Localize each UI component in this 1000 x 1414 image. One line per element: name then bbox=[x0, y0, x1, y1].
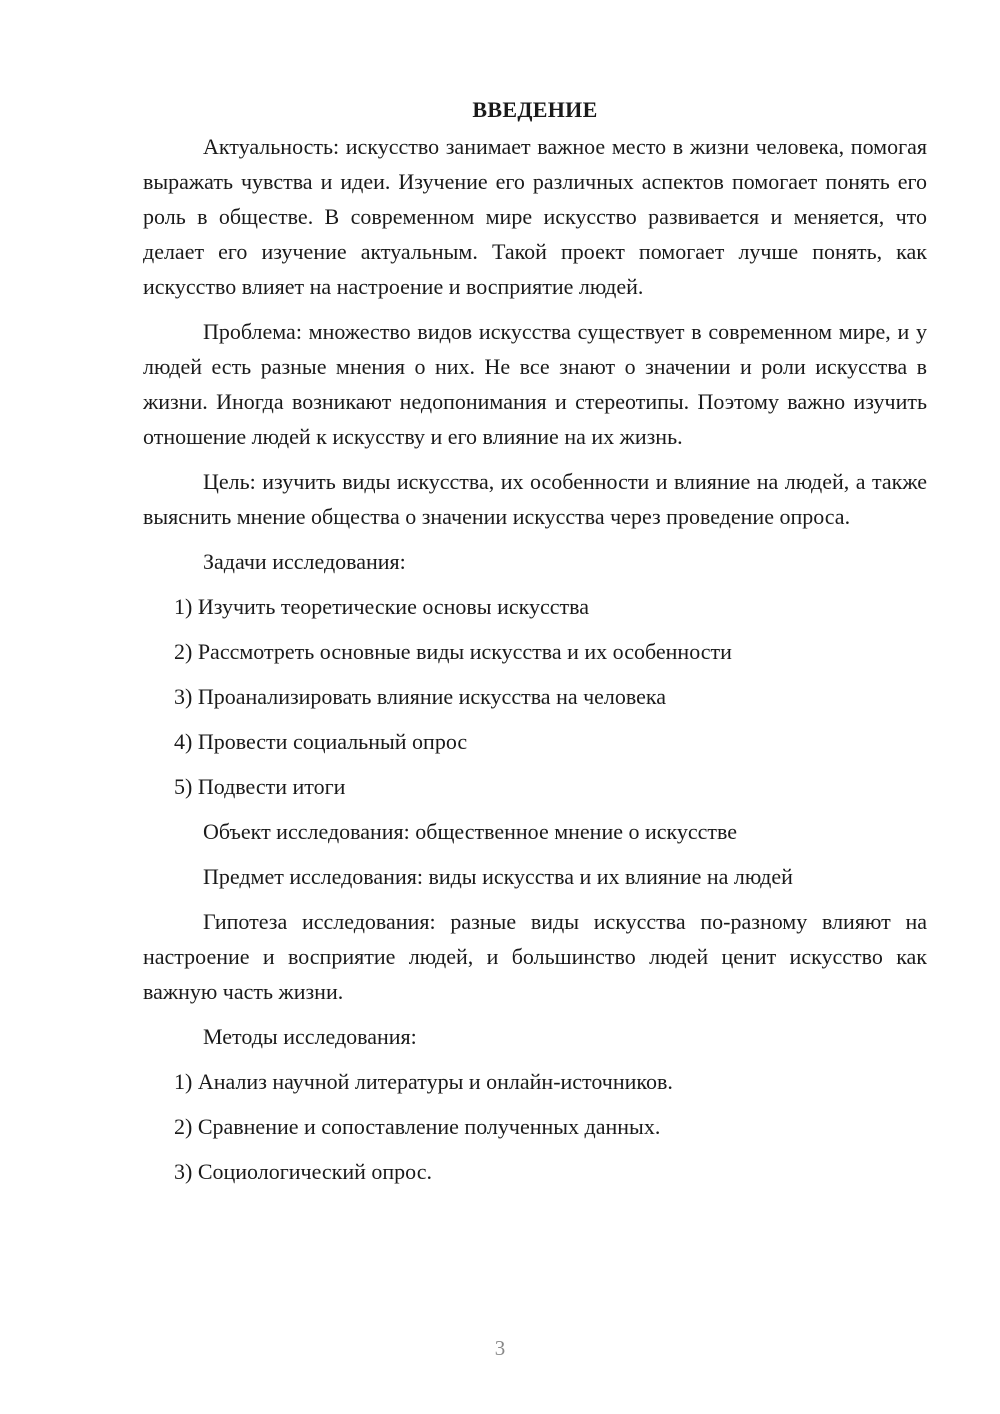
method-item: 3) Социологический опрос. bbox=[174, 1159, 432, 1184]
method-item: 2) Сравнение и сопоставление полученных данных. bbox=[174, 1114, 661, 1139]
task-item: 4) Провести социальный опрос bbox=[174, 729, 468, 754]
page-number: 3 bbox=[494, 1336, 506, 1360]
section-title: ВВЕДЕНИЕ bbox=[472, 97, 598, 122]
research-subject: Предмет исследования: виды искусства и их влияние на людей bbox=[203, 864, 793, 889]
document-page bbox=[143, 92, 927, 1199]
task-item: 1) Изучить теоретические основы искусства bbox=[174, 594, 590, 619]
task-item: 2) Рассмотреть основные виды искусства и их особенности bbox=[174, 639, 732, 664]
method-item: 1) Анализ научной литературы и онлайн-источников. bbox=[174, 1069, 673, 1094]
goal-paragraph: Цель: изучить виды искусства, их особенности и влияние на людей, а также выяснить мнение общества о значении искусства через проведение опроса. bbox=[143, 469, 927, 529]
task-item: 3) Проанализировать влияние искусства на человека bbox=[174, 684, 667, 709]
hypothesis-paragraph: Гипотеза исследования: разные виды искусства по-разному влияют на настроение и восприятие людей, и большинство людей ценит искусство как важную часть жизни. bbox=[143, 909, 927, 1004]
tasks-heading: Задачи исследования: bbox=[203, 549, 406, 574]
problem-paragraph: Проблема: множество видов искусства существует в современном мире, и у людей есть разные мнения о них. Не все знают о значении и роли искусства в жизни. Иногда возникают недопонимания и стереотипы. Поэтому важно изучить отношение людей к искусству и его влияние на их жизнь. bbox=[143, 319, 927, 449]
task-item: 5) Подвести итоги bbox=[174, 774, 346, 799]
research-object: Объект исследования: общественное мнение о искусстве bbox=[203, 819, 738, 844]
methods-heading: Методы исследования: bbox=[203, 1024, 417, 1049]
relevance-paragraph: Актуальность: искусство занимает важное место в жизни человека, помогая выражать чувства и идеи. Изучение его различных аспектов помогает понять его роль в обществе. В современном мире искусство развивается и меняется, что делает его изучение актуальным. Такой проект помогает лучше понять, как искусство влияет на настроение и восприятие людей. bbox=[143, 134, 927, 299]
